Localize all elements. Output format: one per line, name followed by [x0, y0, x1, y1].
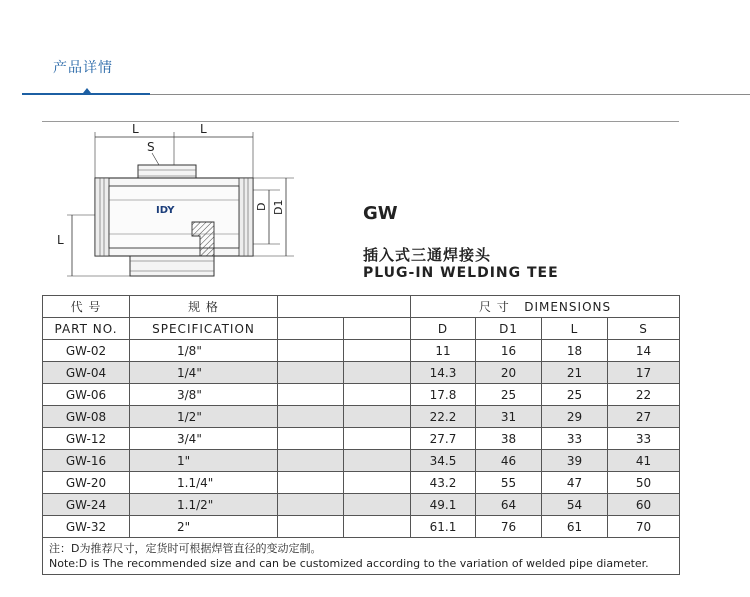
cell-l: 29	[542, 406, 608, 428]
cell-s: 17	[608, 362, 680, 384]
cell-blank	[278, 450, 344, 472]
cell-s: 14	[608, 340, 680, 362]
dimensions-table	[42, 295, 680, 575]
cell-d: 61.1	[411, 516, 476, 538]
bottom-outlet	[130, 256, 214, 276]
cell-spec: 2"	[130, 516, 278, 538]
cell-blank	[278, 428, 344, 450]
header-s: S	[608, 318, 680, 340]
cell-blank	[344, 406, 411, 428]
cell-l: 54	[542, 494, 608, 516]
cell-l: 18	[542, 340, 608, 362]
right-thread-end	[239, 178, 253, 256]
cell-d1: 25	[476, 384, 542, 406]
header-specification: SPECIFICATION	[130, 318, 278, 340]
table-row	[43, 340, 680, 362]
cell-s: 41	[608, 450, 680, 472]
table-note	[43, 538, 680, 575]
cell-spec: 3/8"	[130, 384, 278, 406]
header-blank	[278, 296, 411, 318]
cell-s: 33	[608, 428, 680, 450]
cell-d: 14.3	[411, 362, 476, 384]
cell-blank	[278, 340, 344, 362]
table-row	[43, 428, 680, 450]
cell-l: 21	[542, 362, 608, 384]
cell-s: 60	[608, 494, 680, 516]
cell-part: GW-24	[43, 494, 130, 516]
leader-line	[152, 153, 159, 165]
cell-d1: 55	[476, 472, 542, 494]
table-row	[43, 494, 680, 516]
tee-technical-drawing	[42, 120, 302, 292]
table-row	[43, 406, 680, 428]
cell-spec: 3/4"	[130, 428, 278, 450]
cell-s: 22	[608, 384, 680, 406]
cell-d1: 20	[476, 362, 542, 384]
cell-l: 47	[542, 472, 608, 494]
cell-blank	[344, 516, 411, 538]
cell-blank	[344, 384, 411, 406]
dim-label-l-side: L	[57, 233, 64, 247]
dim-label-l-right: L	[200, 122, 207, 136]
cell-blank	[344, 472, 411, 494]
cell-spec: 1/8"	[130, 340, 278, 362]
cell-l: 25	[542, 384, 608, 406]
cell-l: 33	[542, 428, 608, 450]
cell-d1: 46	[476, 450, 542, 472]
product-code: GW	[363, 203, 398, 224]
cell-blank	[278, 406, 344, 428]
cell-d1: 64	[476, 494, 542, 516]
cell-blank	[344, 362, 411, 384]
dim-label-d1: D1	[272, 199, 285, 215]
table-row	[43, 384, 680, 406]
cell-part: GW-12	[43, 428, 130, 450]
hex-body	[109, 186, 239, 248]
header-spec-cn: 规 格	[130, 296, 278, 318]
cell-d: 49.1	[411, 494, 476, 516]
cell-spec: 1.1/2"	[130, 494, 278, 516]
cell-part: GW-32	[43, 516, 130, 538]
cell-spec: 1/4"	[130, 362, 278, 384]
cell-blank	[278, 516, 344, 538]
table-header-row-cn	[43, 296, 680, 318]
cell-part: GW-08	[43, 406, 130, 428]
cell-spec: 1/2"	[130, 406, 278, 428]
header-d: D	[411, 318, 476, 340]
header-blank	[278, 318, 344, 340]
cell-blank	[278, 472, 344, 494]
cell-l: 39	[542, 450, 608, 472]
brand-logo-text: IDY	[156, 205, 175, 216]
table-row	[43, 472, 680, 494]
header-d1: D1	[476, 318, 542, 340]
product-name-cn: 插入式三通焊接头	[363, 246, 492, 264]
cell-blank	[344, 340, 411, 362]
cell-part: GW-04	[43, 362, 130, 384]
cell-d1: 16	[476, 340, 542, 362]
cell-d: 17.8	[411, 384, 476, 406]
cell-blank	[278, 362, 344, 384]
cell-part: GW-02	[43, 340, 130, 362]
table-note-row	[43, 538, 680, 575]
active-tab-caret	[83, 88, 91, 93]
table-row	[43, 450, 680, 472]
note-cn: 注：D为推荐尺寸，定货时可根据焊管直径的变动定制。	[49, 542, 322, 555]
cell-blank	[344, 428, 411, 450]
cell-d: 22.2	[411, 406, 476, 428]
cell-d: 34.5	[411, 450, 476, 472]
table-row	[43, 362, 680, 384]
cell-blank	[278, 494, 344, 516]
cell-part: GW-06	[43, 384, 130, 406]
tab-product-details[interactable]: 产品详情	[53, 60, 113, 76]
cell-d: 43.2	[411, 472, 476, 494]
cell-d: 11	[411, 340, 476, 362]
dim-label-d: D	[255, 202, 268, 211]
left-thread-end	[95, 178, 109, 256]
dim-label-l-left: L	[132, 122, 139, 136]
cell-spec: 1"	[130, 450, 278, 472]
cell-d1: 31	[476, 406, 542, 428]
cell-blank	[344, 450, 411, 472]
cell-spec: 1.1/4"	[130, 472, 278, 494]
cell-d1: 76	[476, 516, 542, 538]
dim-label-s: S	[147, 140, 155, 154]
header-dim-en: DIMENSIONS	[524, 300, 612, 314]
table-header-row-en	[43, 318, 680, 340]
header-dim-cn: 尺 寸	[478, 300, 510, 314]
cell-part: GW-16	[43, 450, 130, 472]
active-tab-underline	[22, 93, 150, 95]
cell-d: 27.7	[411, 428, 476, 450]
header-code-cn: 代 号	[43, 296, 130, 318]
header-dimensions	[411, 296, 680, 318]
cell-blank	[278, 384, 344, 406]
table-row	[43, 516, 680, 538]
cell-part: GW-20	[43, 472, 130, 494]
cell-s: 50	[608, 472, 680, 494]
cell-s: 27	[608, 406, 680, 428]
cell-blank	[344, 494, 411, 516]
cell-s: 70	[608, 516, 680, 538]
cell-l: 61	[542, 516, 608, 538]
header-blank	[344, 318, 411, 340]
cell-d1: 38	[476, 428, 542, 450]
header-l: L	[542, 318, 608, 340]
product-name-en: PLUG-IN WELDING TEE	[363, 265, 559, 281]
note-en: Note:D is The recommended size and can be customized according to the variation of welded pipe diameter.	[49, 557, 649, 570]
header-part-no: PART NO.	[43, 318, 130, 340]
